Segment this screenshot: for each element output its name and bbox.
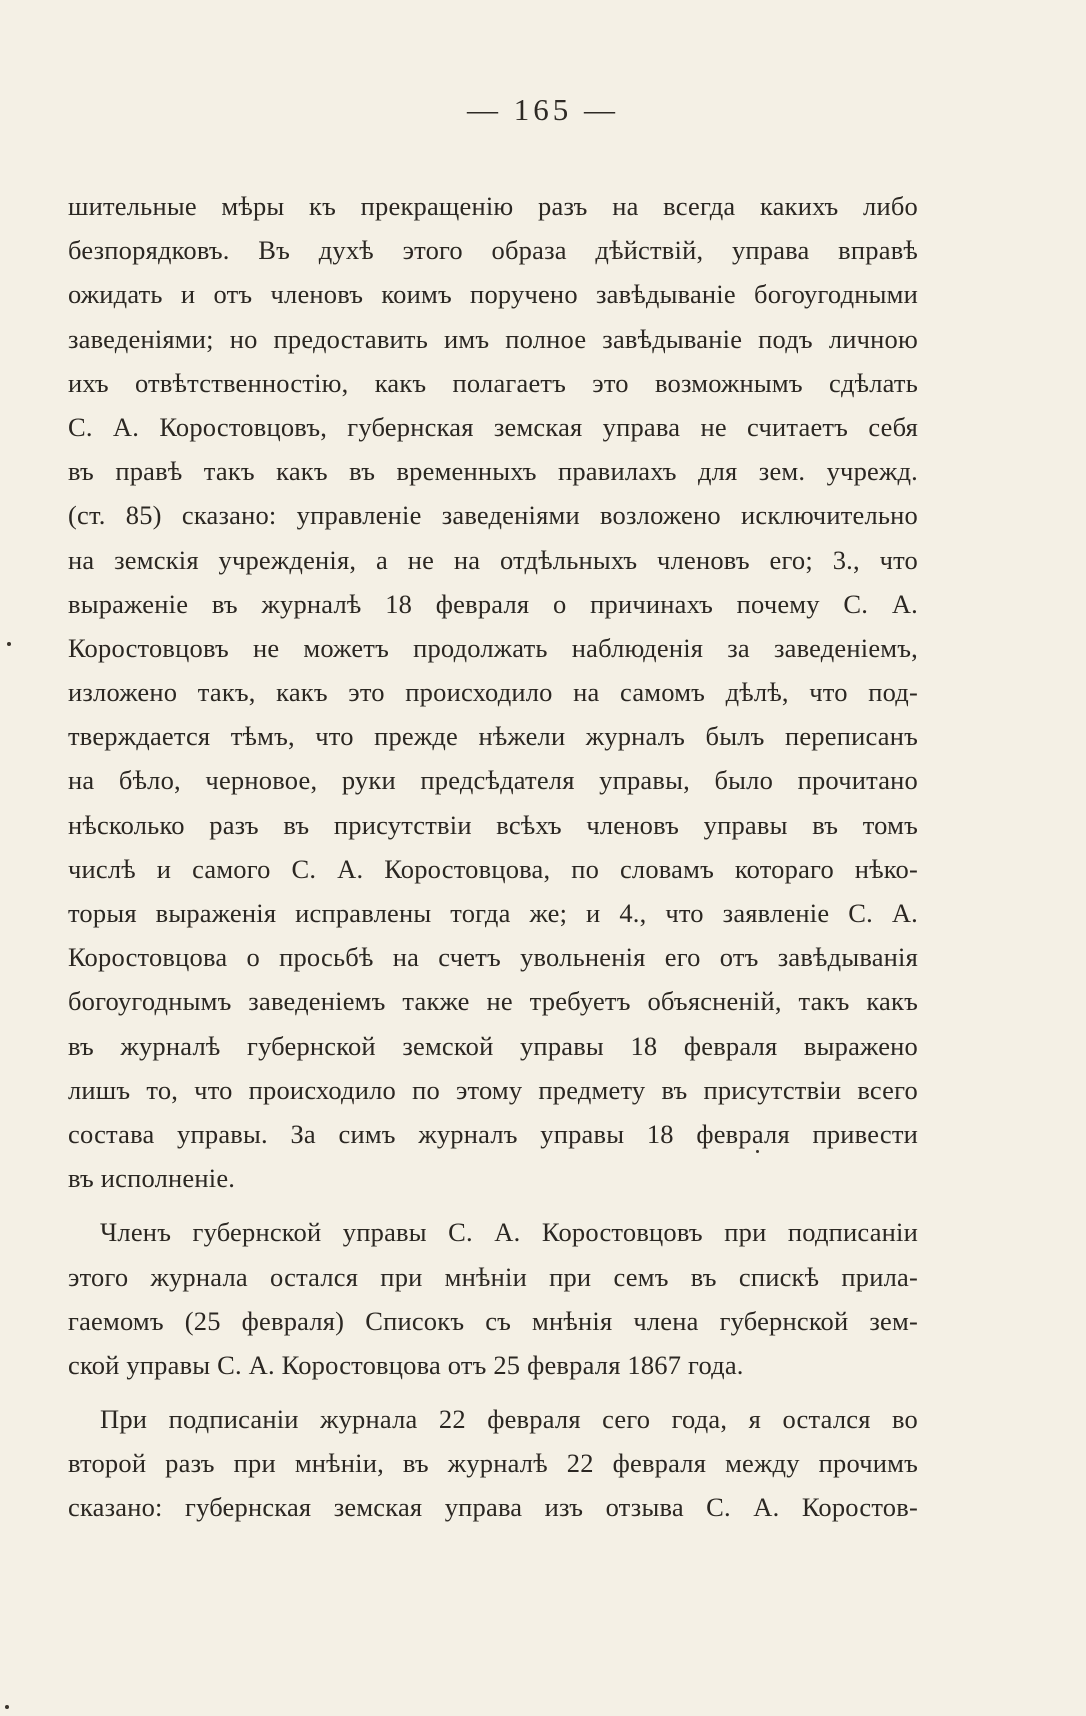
text-line: на земскія учрежденія, а не на отдѣльныхъ членовъ его; 3., что	[68, 544, 918, 575]
text-line: шительные мѣры къ прекращенію разъ на всегда какихъ либо	[68, 191, 918, 221]
paragraph	[68, 184, 918, 1200]
text-line: въ исполненіе.	[68, 1163, 236, 1194]
text-line: сказано: губернская земская управа изъ отзыва С. А. Коростов-	[68, 1492, 918, 1523]
text-line: тверждается тѣмъ, что прежде нѣжели журналъ былъ переписанъ	[68, 721, 918, 752]
text-line: заведеніями; но предоставить имъ полное завѣдываніе подъ личною	[68, 323, 918, 354]
text-line: Коростовцовъ не можетъ продолжать наблюденія за заведеніемъ,	[68, 632, 918, 663]
text-line: числѣ и самого С. А. Коростовцова, по словамъ котораго нѣко-	[68, 853, 918, 884]
text-line: При подписаніи журнала 22 февраля сего года, я остался во	[100, 1404, 918, 1435]
paragraph-gap	[68, 1200, 918, 1210]
text-line: торыя выраженія исправлены тогда же; и 4., что заявленіе С. А.	[68, 898, 918, 928]
text-line: гаемомъ (25 февраля) Списокъ съ мнѣнія члена губернской зем-	[68, 1305, 918, 1336]
text-line: второй разъ при мнѣніи, въ журналѣ 22 февраля между прочимъ	[68, 1448, 918, 1479]
text-line: С. А. Коростовцовъ, губернская земская управа не считаетъ себя	[68, 411, 918, 442]
body-text	[68, 184, 918, 1530]
ink-speck	[5, 1705, 9, 1709]
page-number: — 165 —	[467, 92, 619, 127]
text-line: ожидать и отъ членовъ коимъ поручено завѣдываніе богоугодными	[68, 279, 918, 310]
text-line: безпорядковъ. Въ духѣ этого образа дѣйствій, управа вправѣ	[68, 235, 918, 266]
text-line: въ журналѣ губернской земской управы 18 февраля выражено	[68, 1030, 918, 1061]
text-line: богоугоднымъ заведеніемъ также не требуетъ объясненій, такъ какъ	[68, 986, 918, 1017]
paragraph-gap	[68, 1387, 918, 1397]
text-line: (ст. 85) сказано: управленіе заведеніями возложено исключительно	[68, 500, 918, 531]
text-line: ихъ отвѣтственностію, какъ полагаетъ это возможнымъ сдѣлать	[68, 367, 918, 398]
text-line: изложено такъ, какъ это происходило на самомъ дѣлѣ, что под-	[68, 677, 918, 708]
text-line: этого журнала остался при мнѣніи при семъ въ спискѣ прила-	[68, 1261, 918, 1292]
text-line: ской управы С. А. Коростовцова отъ 25 февраля 1867 года.	[68, 1349, 744, 1380]
text-line: лишъ то, что происходило по этому предмету въ присутствіи всего	[68, 1074, 918, 1105]
text-line: Членъ губернской управы С. А. Коростовцовъ при подписаніи	[100, 1217, 918, 1248]
text-line: состава управы. За симъ журналъ управы 18 февраля привести	[68, 1118, 918, 1149]
ink-speck	[7, 642, 11, 646]
text-line: въ правѣ такъ какъ въ временныхъ правилахъ для зем. учрежд.	[68, 456, 918, 487]
paragraph	[68, 1397, 918, 1530]
paragraph	[68, 1210, 918, 1387]
text-line: Коростовцова о просьбѣ на счетъ увольненія его отъ завѣдыванія	[68, 942, 918, 973]
text-line: выраженіе въ журналѣ 18 февраля о причинахъ почему С. А.	[68, 588, 918, 619]
text-line: на бѣло, черновое, руки предсѣдателя управы, было прочитано	[68, 765, 918, 796]
ink-speck	[756, 1150, 759, 1153]
text-line: нѣсколько разъ въ присутствіи всѣхъ членовъ управы въ томъ	[68, 809, 918, 840]
